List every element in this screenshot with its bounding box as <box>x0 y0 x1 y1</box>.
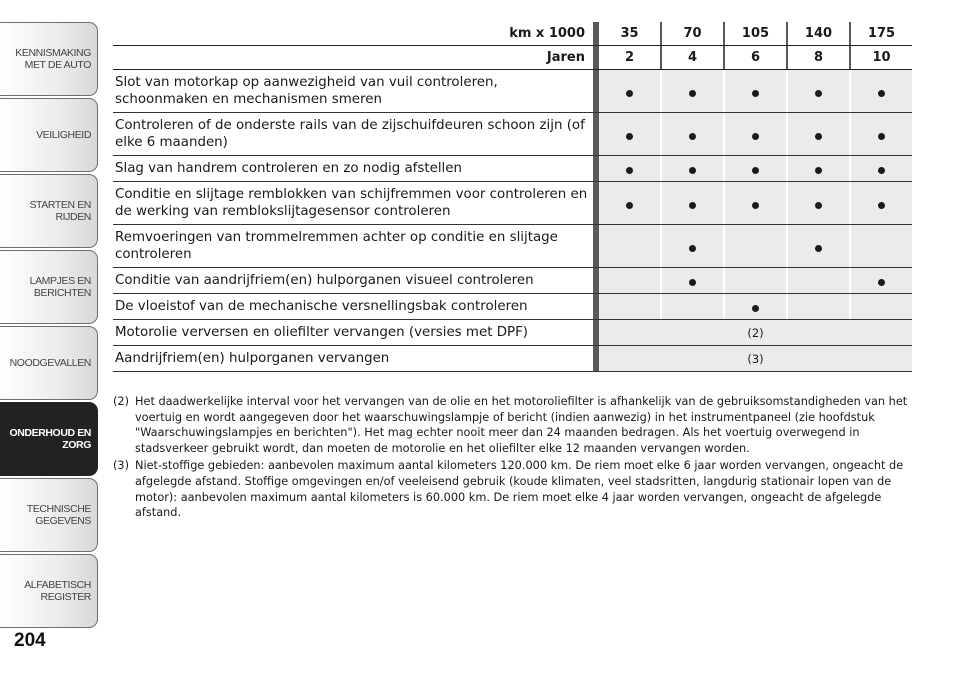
tab-label: NOODGEVALLEN <box>9 357 91 369</box>
row-description: Slot van motorkap op aanwezigheid van vuil controleren, schoonmaken en mechanismen smeren <box>113 70 593 113</box>
tab-kennismaking[interactable] <box>0 22 98 96</box>
interval-cell <box>662 70 723 113</box>
check-dot-icon <box>815 245 822 252</box>
row-description: Controleren of de onderste rails van de zijschuifdeuren schoon zijn (of elke 6 maanden) <box>113 113 593 156</box>
note-reference: (3) <box>599 346 912 372</box>
header-km-value: 70 <box>662 22 723 46</box>
header-km-value: 175 <box>851 22 912 46</box>
interval-cell <box>788 182 849 225</box>
table-row <box>113 156 912 182</box>
tab-onderhoud-en-zorg[interactable] <box>0 402 98 476</box>
tab-starten-en-rijden[interactable] <box>0 174 98 248</box>
table-row <box>113 268 912 294</box>
footnote-text: Niet-stoffige gebieden: aanbevolen maximum aantal kilometers 120.000 km. De riem moet elke 6 jaar worden vervangen, ongeacht de afgelegde afstand. Stoffige omgevingen en/of veeleisend gebruik (koude klimaten, veel stadsritten, langdurig stationair lopen van de motor): aanbevolen maximum aantal kilometers is 60.000 km. De riem moet elke 4 jaar worden vervangen, ongeacht de afgelegde afstand. <box>135 459 904 520</box>
interval-cell <box>725 156 786 182</box>
check-dot-icon <box>689 167 696 174</box>
tab-label: LAMPJES EN BERICHTEN <box>29 275 91 299</box>
check-dot-icon <box>626 90 633 97</box>
interval-cell <box>725 268 786 294</box>
check-dot-icon <box>752 90 759 97</box>
footnote <box>113 458 913 520</box>
tab-label: STARTEN EN RIJDEN <box>29 199 91 223</box>
footnote-text: Het daadwerkelijke interval voor het vervangen van de olie en het motoroliefilter is afhankelijk van de gebruiksomstandigheden van het voertuig en wordt aangegeven door het waarschuwingslampje of bericht (indien aanwezig) in het instrumentpaneel (zie hoofdstuk "Waarschuwingslampjes en berichten"). Het mag echter nooit meer dan 24 maanden bedragen. Als het voertuig overwegend in stadsverkeer gebruikt wordt, dan moeten de motorolie en het oliefilter elke 12 maanden vervangen worden. <box>135 395 908 455</box>
interval-cell <box>599 113 660 156</box>
interval-cell <box>851 268 912 294</box>
check-dot-icon <box>815 167 822 174</box>
header-year-value: 2 <box>599 46 660 70</box>
interval-cell <box>662 294 723 320</box>
tab-noodgevallen[interactable] <box>0 326 98 400</box>
row-description: Aandrijfriem(en) hulporganen vervangen <box>113 346 593 372</box>
header-km-value: 140 <box>788 22 849 46</box>
interval-cell <box>599 70 660 113</box>
tab-label: TECHNISCHE GEGEVENS <box>26 503 91 527</box>
interval-cell <box>662 113 723 156</box>
table-row <box>113 182 912 225</box>
row-description: Conditie en slijtage remblokken van schijfremmen voor controleren en de werking van remblokslijtagesensor controleren <box>113 182 593 225</box>
check-dot-icon <box>878 202 885 209</box>
check-dot-icon <box>815 202 822 209</box>
header-year-value: 10 <box>851 46 912 70</box>
interval-cell <box>599 268 660 294</box>
check-dot-icon <box>752 167 759 174</box>
check-dot-icon <box>878 167 885 174</box>
header-km-value: 35 <box>599 22 660 46</box>
check-dot-icon <box>752 305 759 312</box>
interval-cell <box>851 156 912 182</box>
table-row <box>113 113 912 156</box>
check-dot-icon <box>752 133 759 140</box>
footnote-ref: (2) <box>113 395 130 408</box>
interval-cell <box>851 225 912 268</box>
check-dot-icon <box>815 133 822 140</box>
header-km-label: km x 1000 <box>113 22 593 46</box>
interval-cell <box>725 113 786 156</box>
header-year-value: 6 <box>725 46 786 70</box>
header-row-years <box>113 46 912 70</box>
row-description: Remvoeringen van trommelremmen achter op conditie en slijtage controleren <box>113 225 593 268</box>
table-row <box>113 294 912 320</box>
interval-cell <box>788 113 849 156</box>
check-dot-icon <box>626 133 633 140</box>
row-description: De vloeistof van de mechanische versnellingsbak controleren <box>113 294 593 320</box>
table-body <box>113 70 912 372</box>
row-description: Motorolie verversen en oliefilter vervangen (versies met DPF) <box>113 320 593 346</box>
check-dot-icon <box>689 202 696 209</box>
interval-cell <box>851 182 912 225</box>
interval-cell <box>851 113 912 156</box>
row-description: Slag van handrem controleren en zo nodig afstellen <box>113 156 593 182</box>
interval-cell <box>662 225 723 268</box>
interval-cell <box>725 70 786 113</box>
table-row <box>113 225 912 268</box>
maintenance-table <box>113 22 912 372</box>
header-year-value: 8 <box>788 46 849 70</box>
check-dot-icon <box>689 245 696 252</box>
row-description: Conditie van aandrijfriem(en) hulporganen visueel controleren <box>113 268 593 294</box>
footnotes <box>113 394 913 523</box>
interval-cell <box>599 294 660 320</box>
interval-cell <box>662 268 723 294</box>
interval-cell <box>599 182 660 225</box>
header-year-value: 4 <box>662 46 723 70</box>
tab-label: ALFABETISCH REGISTER <box>24 579 91 603</box>
interval-cell <box>788 225 849 268</box>
interval-cell <box>725 225 786 268</box>
note-reference: (2) <box>599 320 912 346</box>
interval-cell <box>788 294 849 320</box>
tab-label: KENNISMAKING MET DE AUTO <box>15 47 91 71</box>
tab-technische-gegevens[interactable] <box>0 478 98 552</box>
footnote <box>113 394 913 456</box>
interval-cell <box>788 70 849 113</box>
header-km-value: 105 <box>725 22 786 46</box>
check-dot-icon <box>689 279 696 286</box>
tab-label: VEILIGHEID <box>36 129 91 141</box>
tab-label: ONDERHOUD EN ZORG <box>9 427 91 451</box>
tab-lampjes-en-berichten[interactable] <box>0 250 98 324</box>
table-row <box>113 320 912 346</box>
tab-veiligheid[interactable] <box>0 98 98 172</box>
page-number: 204 <box>14 630 46 651</box>
check-dot-icon <box>878 133 885 140</box>
check-dot-icon <box>878 90 885 97</box>
table-row <box>113 70 912 113</box>
interval-cell <box>662 156 723 182</box>
header-row-km <box>113 22 912 46</box>
interval-cell <box>599 156 660 182</box>
interval-cell <box>851 294 912 320</box>
interval-cell <box>662 182 723 225</box>
footnote-ref: (3) <box>113 459 130 473</box>
interval-cell <box>725 294 786 320</box>
interval-cell <box>788 268 849 294</box>
interval-cell <box>851 70 912 113</box>
check-dot-icon <box>689 133 696 140</box>
check-dot-icon <box>815 90 822 97</box>
table-row <box>113 346 912 372</box>
header-years-label: Jaren <box>113 46 593 70</box>
check-dot-icon <box>626 167 633 174</box>
check-dot-icon <box>752 202 759 209</box>
interval-cell <box>788 156 849 182</box>
check-dot-icon <box>689 90 696 97</box>
check-dot-icon <box>626 202 633 209</box>
interval-cell <box>725 182 786 225</box>
interval-cell <box>599 225 660 268</box>
check-dot-icon <box>878 279 885 286</box>
tab-alfabetisch-register[interactable] <box>0 554 98 628</box>
